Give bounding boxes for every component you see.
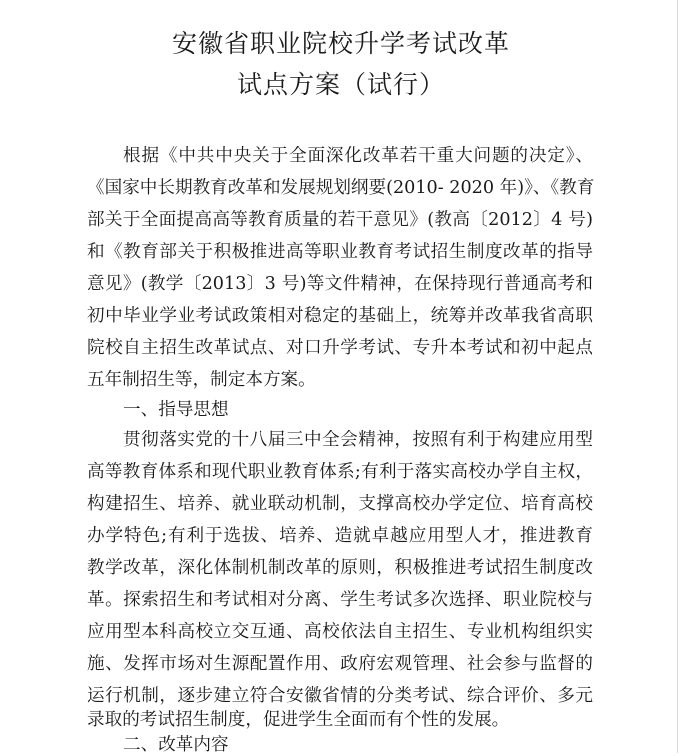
paragraph-line: 初中毕业学业考试政策相对稳定的基础上，统筹并改革我省高职	[87, 306, 593, 326]
paragraph-line: 五年制招生等，制定本方案。	[87, 370, 316, 390]
paragraph-line: 办学特色;有利于选拔、培养、造就卓越应用型人才，推进教育	[87, 526, 593, 546]
paragraph-line: 《国家中长期教育改革和发展规划纲要(2010- 2020 年)》、《教育	[87, 178, 595, 198]
paragraph-line: 革。探索招生和考试相对分离、学生考试多次选择、职业院校与	[87, 590, 593, 610]
document-title-line-2: 试点方案（试行）	[236, 70, 445, 99]
paragraph-line: 高等教育体系和现代职业教育体系;有利于落实高校办学自主权，	[87, 462, 593, 482]
section-heading-guiding-ideology: 一、指导思想	[123, 400, 229, 420]
section-heading-reform-content: 二、改革内容	[123, 735, 229, 755]
paragraph-line: 和《教育部关于积极推进高等职业教育考试招生制度改革的指导	[87, 242, 593, 262]
paragraph-line: 部关于全面提高高等教育质量的若干意见》(教高〔2012〕4 号)	[87, 210, 593, 230]
paragraph-line: 应用型本科高校立交互通、高校依法自主招生、专业机构组织实	[87, 622, 593, 642]
paragraph-line: 录取的考试招生制度，促进学生全面而有个性的发展。	[87, 710, 510, 730]
paragraph-line: 意见》(教学〔2013〕3 号)等文件精神，在保持现行普通高考和	[87, 274, 593, 294]
paragraph-line: 运行机制，逐步建立符合安徽省情的分类考试、综合评价、多元	[87, 686, 593, 706]
document-title-line-1: 安徽省职业院校升学考试改革	[171, 29, 510, 58]
paragraph-line: 构建招生、培养、就业联动机制，支撑高校办学定位、培育高校	[87, 494, 593, 514]
paragraph-line: 根据《中共中央关于全面深化改革若干重大问题的决定》、	[123, 146, 593, 166]
paragraph-line: 教学改革，深化体制机制改革的原则，积极推进考试招生制度改	[87, 558, 593, 578]
paragraph-line: 院校自主招生改革试点、对口升学考试、专升本考试和初中起点	[87, 338, 593, 358]
paragraph-line: 贯彻落实党的十八届三中全会精神，按照有利于构建应用型	[123, 430, 593, 450]
paragraph-line: 施、发挥市场对生源配置作用、政府宏观管理、社会参与监督的	[87, 654, 593, 674]
